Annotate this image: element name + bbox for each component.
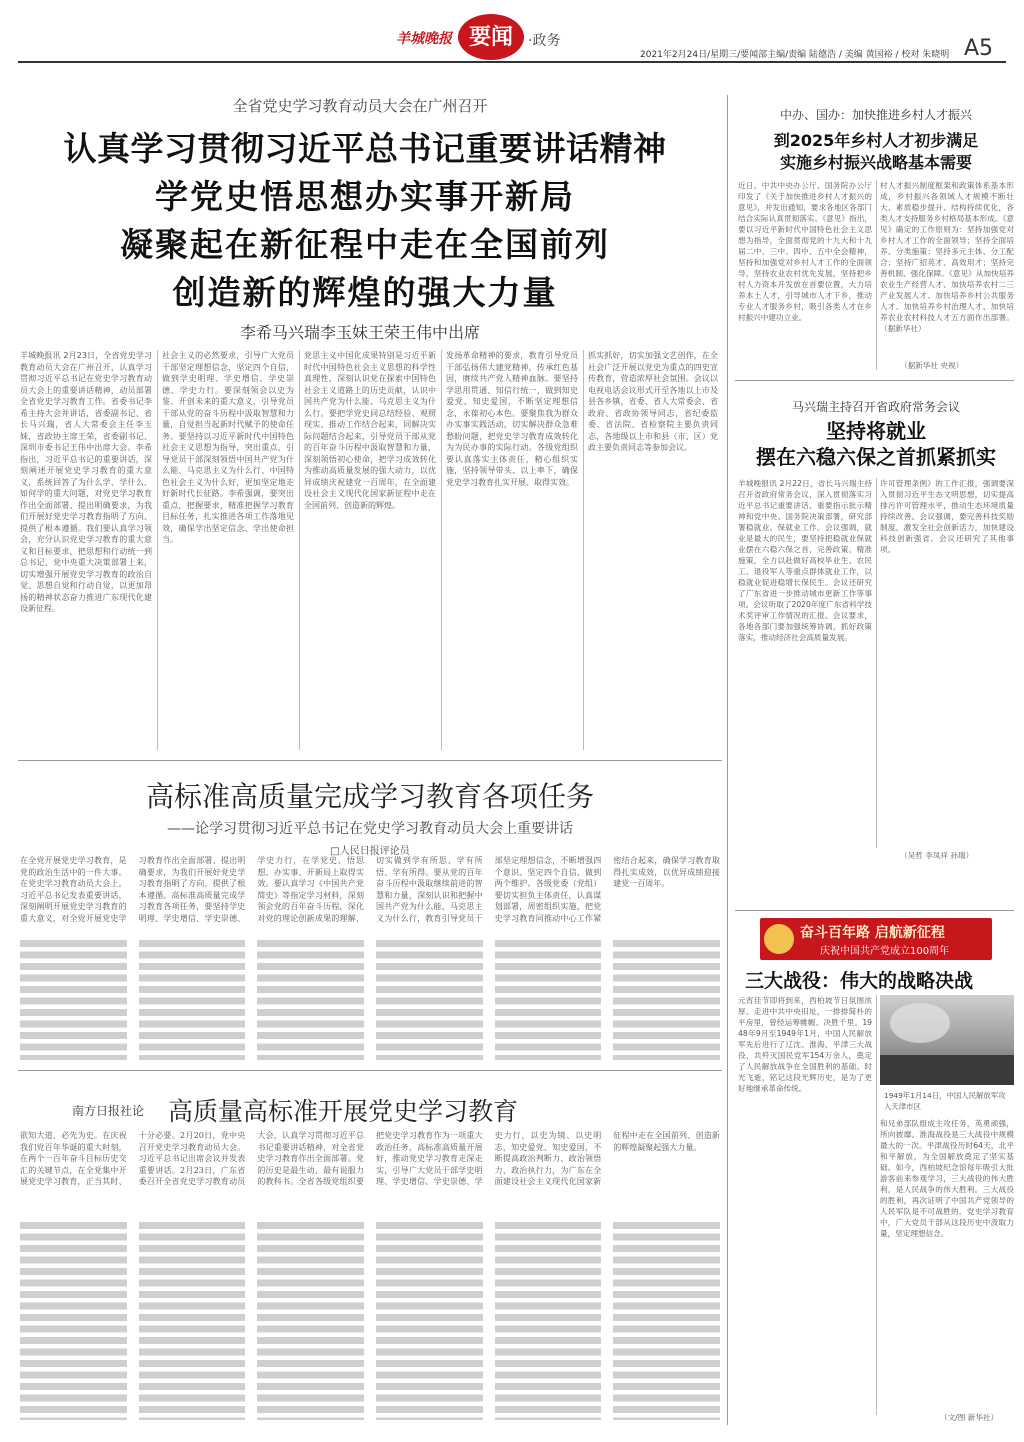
page-number: A5 [964, 36, 994, 61]
text-block [20, 1222, 127, 1420]
lead-body-col-4: 发扬革命精神的要求，教育引导党员干部弘扬伟大建党精神，传承红色基因，赓续共产党人精神血脉。要坚持学思用贯通、知信行统一，做到知史爱党、知史爱国，不断坚定理想信念，永葆初心本色。要聚焦我为群众办实事实践活动，切实解决群众急难愁盼问题，把党史学习教育成效转化为为民办事的实际行动。各级党组织要认真落实主体责任，精心组织实施，坚持领导带头、以上率下，确保党史学习教育扎实开展、取得实效。 [446, 351, 578, 487]
side1-credit: （据新华社 央视） [900, 361, 964, 370]
side2-kicker: 马兴瑞主持召开省政府常务会议 [791, 400, 960, 414]
commentary-subhead: ——论学习贯彻习近平总书记在党史学习教育动员大会上重要讲话 [167, 821, 573, 837]
editorial-continuation [20, 1222, 720, 1420]
photo-figures [880, 1055, 1014, 1085]
text-block [257, 1222, 364, 1420]
section-title: 要闻 [468, 25, 513, 50]
section-subtitle: ·政务 [528, 33, 561, 49]
text-block [495, 1222, 602, 1420]
commentary-headline: 高标准高质量完成学习教育各项任务 [145, 780, 594, 813]
side2-body-col-1: 羊城晚报讯 2月22日，省长马兴瑞主持召开省政府常务会议，深入贯彻落实习近平总书记重要讲话、重要指示批示精神和党中央、国务院决策部署，研究部署稳就业、保就业工作。会议强调，就业是最大的民生，要坚持把稳就业保就业摆在六稳六保之首，完善政策、精准施策，全力以赴做好高校毕业生、农民工、退役军人等重点群体就业工作，以稳就业促进稳增长保民生。会议还研究了广东省进一步推动城市更新工作等事项。会议听取了2020年度广东省科学技术奖评审工作情况的汇报。会议要求，各地各部门要加强统筹协调，抓好政策落实，推动经济社会高质量发展。 [738, 479, 872, 642]
side1-headline-line-2: 实施乡村振兴战略基本需要 [779, 153, 972, 172]
side2-body-col-2: 许可管理条例》的工作汇报，强调要深入贯彻习近平生态文明思想，切实提高排污许可管理水平，推动生态环境质量持续改善。会议强调，要完善科技奖励制度，激发全社会创新活力，加快建设科技创新强省。会议还研究了其他事项。 [880, 479, 1014, 554]
side2-headline-line-1: 坚持将就业 [826, 419, 926, 443]
text-block [613, 1222, 720, 1420]
side2-headline [738, 418, 1014, 470]
text-block [613, 940, 720, 1060]
lead-headline-line-2: 学党史悟思想办实事开新局 [155, 177, 575, 216]
editorial-body: 欲知大道，必先为史。在庆祝我们党百年华诞的重大时刻，在两个一百年奋斗目标历史交汇的关键节点，在全党集中开展党史学习教育，正当其时、十分必要。2月20日，党中央召开党史学习教育动员大会。习近平总书记出席会议并发表重要讲话。2月23日，广东省委召开全省党史学习教育动员大会，认真学习贯彻习近平总书记重要讲话精神，对全省党史学习教育作出全面部署。党的历史是最生动、最有说服力的教科书。全省各级党组织要把党史学习教育作为一项重大政治任务，高标准高质量开展好，推动党史学习教育走深走实，引导广大党员干部学史明理、学史增信、学史崇德、学史力行，以史为镜、以史明志，知史爱党、知史爱国，不断提高政治判断力、政治领悟力、政治执行力，为广东在全面建设社会主义现代化国家新征程中走在全国前列、创造新的辉煌凝聚起强大力量。 [20, 1131, 720, 1186]
side1-body-col-1: 近日，中共中央办公厅、国务院办公厅印发了《关于加快推进乡村人才振兴的意见》，并发出通知，要求各地区各部门结合实际认真贯彻落实。《意见》指出，要以习近平新时代中国特色社会主义思想为指导，全面贯彻党的十九大和十九届二中、三中、四中、五中全会精神，坚持和加强党对乡村人才工作的全面领导，坚持农业农村优先发展，坚持把乡村人力资本开发放在首要位置，大力培养本土人才，引导城市人才下乡，推动专业人才服务乡村，吸引各类人才在乡村振兴中建功立业。 [738, 181, 872, 322]
lead-body-col-1: 羊城晚报讯 2月23日，全省党史学习教育动员大会在广州召开，认真学习贯彻习近平总书记在党史学习教育动员大会上的重要讲话精神，动员部署全省党史学习教育工作。省委书记李希主持大会并讲话，省委副书记、省长马兴瑞，省人大常委会主任李玉妹，省政协主席王荣，省委副书记、深圳市委书记王伟中出席大会。李希指出，习近平总书记的重要讲话，深刻阐述开展党史学习教育的重大意义，系统回答了为什么学、学什么、如何学的重大问题，对党史学习教育作出全面部署、提出明确要求，为我们开展好党史学习教育指明了方向、提供了根本遵循。我们要认真学习领会，充分认识党史学习教育的重大意义和目标要求，把思想和行动统一到总书记、党中央重大决策部署上来，切实增强开展党史学习教育的政治自觉、思想自觉和行动自觉，以更加昂扬的精神状态奋力推进广东现代化建设新征程。 [20, 351, 152, 613]
text-block [139, 1222, 246, 1420]
text-block [257, 940, 364, 1060]
anniversary-banner [760, 918, 992, 960]
lead-kicker: 全省党史学习教育动员大会在广州召开 [232, 97, 488, 115]
text-block [495, 940, 602, 1060]
lead-subhead: 李希马兴瑞李玉妹王荣王伟中出席 [239, 323, 480, 342]
side1-body-col-2: 村人才振兴制度框架和政策体系基本形成，乡村振兴各领域人才规模不断壮大、素质稳步提升、结构持续优化，各类人才支持服务乡村格局基本形成。《意见》确定的工作原则为：坚持加强党对乡村人才工作的全面领导；坚持全面培养、分类施策；坚持多元主体、分工配合；坚持广招英才、高效用才；坚持完善机制、强化保障。《意见》从加快培养农业生产经营人才、加快培养农村二三产业发展人才、加快培养乡村公共服务人才、加快培养乡村治理人才、加快培养农业农村科技人才五方面作出部署。（据新华社） [880, 181, 1014, 333]
side3-headline: 三大战役：伟大的战略决战 [745, 970, 974, 992]
side3-body-col-1: 元宵佳节即将到来，西柏坡节日氛围浓厚。走进中共中央旧址，一排排简朴的平房里，曾经运筹帷幄、决胜千里。1948年9月至1949年1月，中国人民解放军先后进行了辽沈、淮海、平津三大战役，共歼灭国民党军154万余人，奠定了人民解放战争在全国胜利的基础。时光飞逝，铭记这段光辉历史，是为了更好地继承革命传统。 [738, 996, 872, 1093]
side1-headline-line-1: 到2025年乡村人才初步满足 [773, 131, 979, 150]
side3-body-col-2: 和兄弟部队组成主攻任务，英勇顽强，所向披靡。淮海战役是三大战役中规模最大的一次。平津战役历时64天，北平和平解放，为全国解放奠定了坚实基础。如今，西柏坡纪念馆每年吸引大批游客前来参观学习，三大战役的伟大胜利，是人民战争的伟大胜利。三大战役的胜利，再次证明了中国共产党领导的人民军队是不可战胜的。党史学习教育中，广大党员干部从这段历史中汲取力量，坚定理想信念。 [880, 1119, 1014, 1238]
newspaper-logo: 羊城晚报 [396, 31, 452, 47]
commentary-body: 在全党开展党史学习教育，是党的政治生活中的一件大事。在党史学习教育动员大会上，习近平总书记发表重要讲话，深刻阐明开展党史学习教育的重大意义，对全党开展党史学习教育作出全面部署、提出明确要求，为我们开展好党史学习教育指明了方向、提供了根本遵循。高标准高质量完成学习教育各项任务，要坚持学史明理、学史增信、学史崇德、学史力行，在学党史、悟思想、办实事、开新局上取得实效。要认真学习《中国共产党简史》等指定学习材料，深刻领会党的百年奋斗历程，深化对党的理论创新成果的理解，切实做到学有所思、学有所悟、学有所得。要从党的百年奋斗历程中汲取继续前进的智慧和力量，深刻认识和把握中国共产党为什么能、马克思主义为什么行，教育引导党员干部坚定理想信念，不断增强四个意识、坚定四个自信、做到两个维护。各级党委（党组）要切实担负主体责任，认真谋划部署，周密组织实施，把党史学习教育同推动中心工作紧密结合起来，确保学习教育取得扎实成效，以优异成绩迎接建党一百周年。 [20, 856, 720, 923]
text-block [139, 940, 246, 1060]
side1-kicker: 中办、国办：加快推进乡村人才振兴 [779, 108, 972, 122]
text-block [20, 940, 127, 1060]
banner-icon [764, 924, 794, 954]
editorial-label: 南方日报社论 [72, 1104, 145, 1118]
photo-caption: 1949年1月14日，中国人民解放军攻入天津市区 [884, 1091, 1006, 1111]
battle-photo [880, 995, 1014, 1085]
edition-info: 2021年2月24日/星期三/要闻部主编/责编 陆德浩 / 美编 黄国裕 / 校对 朱晓明 [640, 50, 950, 60]
side3-credit: （文/图 新华社） [940, 1413, 999, 1422]
lead-body-col-3: 党思主义中国化成果特别是习近平新时代中国特色社会主义思想的科学性真理性，深刻认识党在探索中国特色社会主义道路上的历史贡献，认识中国共产党为什么能、马克思主义为什么行。要把学党史同总结经验、观照现实、推动工作结合起来，同解决实际问题结合起来，引导党员干部从党的百年奋斗历程中汲取智慧和力量，深刻领悟初心使命，把学习成效转化为推动高质量发展的强大动力，以优异成绩庆祝建党一百周年，在全面建设社会主义现代化国家新征程中走在全国前列、创造新的辉煌。 [304, 351, 436, 510]
lead-headline [10, 125, 720, 317]
photo-smoke [890, 1003, 950, 1043]
text-block [376, 940, 483, 1060]
side2-headline-line-2: 摆在六稳六保之首抓紧抓实 [756, 445, 996, 469]
side1-headline [738, 130, 1014, 174]
lead-body-col-2: 社会主义的必然要求，引导广大党员干部坚定理想信念，坚定四个自信，做到学史明理、学史增信、学史崇德、学史力行。要深刻领会以史为鉴、开创未来的重大意义，引导党员干部从党的奋斗历程中汲取智慧和力量，自觉担当起新时代赋予的使命任务。要坚持以习近平新时代中国特色社会主义思想为指导，突出重点，引导党员干部深刻领悟中国共产党为什么能、马克思主义为什么行、中国特色社会主义为什么好，更加坚定地走好新时代长征路。李希强调，要突出重点，把握要求，精准把握学习教育目标任务，扎实推进各项工作落地见效，确保学出坚定信念、学出使命担当。 [162, 351, 294, 544]
banner-sub-text: 庆祝中国共产党成立100周年 [820, 946, 950, 957]
lead-body-col-5: 抓实抓好，切实加强文艺创作，在全社会广泛开展以党史为重点的四史宣传教育，营造浓厚社会氛围。会议以电视电话会议形式开至各地以上市及县各乡镇，省委、省人大常委会、省政府、省政协领导同志，省纪委监委、省法院、省检察院主要负责同志，各地级以上市和县（市、区）党政主要负责同志等参加会议。 [588, 351, 718, 452]
banner-main-text: 奋斗百年路 启航新征程 [800, 925, 945, 941]
lead-headline-line-3: 凝聚起在新征程中走在全国前列 [120, 225, 610, 264]
editorial-headline: 高质量高标准开展党史学习教育 [168, 1097, 519, 1126]
text-block [376, 1222, 483, 1420]
commentary-continuation [20, 940, 720, 1060]
masthead [0, 0, 1024, 60]
commentary-byline: □人民日报评论员 [330, 846, 410, 857]
side2-credit: （吴哲 李凤祥 孙瑞） [900, 851, 974, 860]
lead-headline-line-4: 创造新的辉煌的强大力量 [172, 273, 558, 312]
lead-headline-line-1: 认真学习贯彻习近平总书记重要讲话精神 [63, 129, 667, 168]
